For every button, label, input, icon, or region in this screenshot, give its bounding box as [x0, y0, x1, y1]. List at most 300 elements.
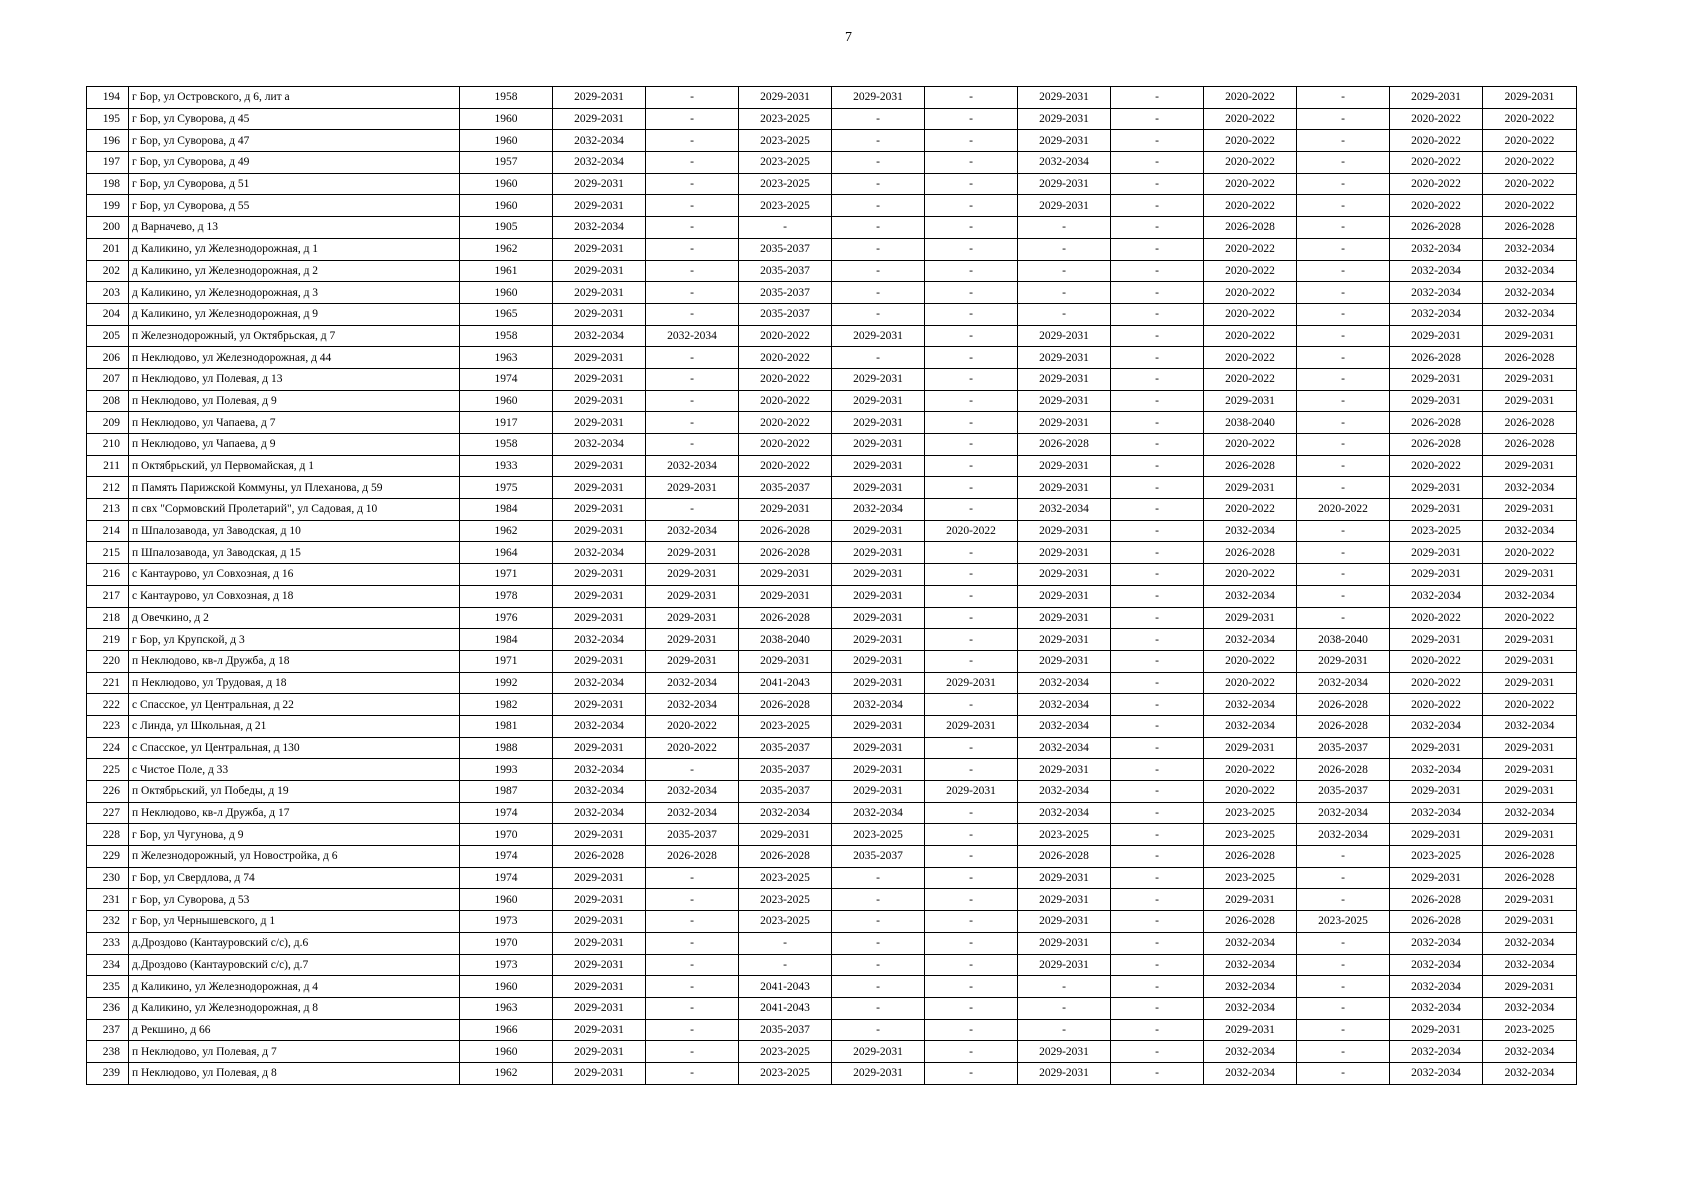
cell-period-2: - — [646, 434, 739, 456]
cell-period-4: - — [832, 282, 925, 304]
cell-period-11: 2020-2022 — [1483, 694, 1577, 716]
cell-period-6: 2032-2034 — [1018, 715, 1111, 737]
cell-row-number: 225 — [87, 759, 129, 781]
cell-period-7: - — [1111, 889, 1204, 911]
cell-period-10: 2032-2034 — [1390, 1041, 1483, 1063]
cell-period-10: 2029-2031 — [1390, 1019, 1483, 1041]
cell-period-11: 2029-2031 — [1483, 650, 1577, 672]
cell-row-number: 215 — [87, 542, 129, 564]
cell-period-1: 2032-2034 — [553, 715, 646, 737]
cell-period-1: 2029-2031 — [553, 650, 646, 672]
cell-period-5: - — [925, 173, 1018, 195]
cell-row-number: 210 — [87, 434, 129, 456]
cell-period-4: 2032-2034 — [832, 694, 925, 716]
cell-period-1: 2029-2031 — [553, 455, 646, 477]
cell-row-number: 212 — [87, 477, 129, 499]
cell-period-5: - — [925, 585, 1018, 607]
cell-period-9: 2020-2022 — [1297, 499, 1390, 521]
cell-period-7: - — [1111, 824, 1204, 846]
cell-period-7: - — [1111, 715, 1204, 737]
cell-row-number: 211 — [87, 455, 129, 477]
cell-period-5: - — [925, 368, 1018, 390]
cell-period-3: 2029-2031 — [739, 585, 832, 607]
cell-period-7: - — [1111, 954, 1204, 976]
cell-period-6: - — [1018, 1019, 1111, 1041]
cell-period-10: 2032-2034 — [1390, 997, 1483, 1019]
cell-period-5: - — [925, 130, 1018, 152]
cell-period-2: 2032-2034 — [646, 325, 739, 347]
cell-period-10: 2029-2031 — [1390, 542, 1483, 564]
cell-year-built: 1960 — [460, 108, 553, 130]
cell-period-7: - — [1111, 390, 1204, 412]
cell-period-8: 2026-2028 — [1204, 542, 1297, 564]
cell-period-11: 2029-2031 — [1483, 759, 1577, 781]
table-row — [87, 368, 1577, 390]
cell-period-2: - — [646, 932, 739, 954]
cell-period-8: 2029-2031 — [1204, 607, 1297, 629]
cell-period-10: 2029-2031 — [1390, 781, 1483, 803]
cell-period-9: - — [1297, 108, 1390, 130]
cell-period-3: 2023-2025 — [739, 130, 832, 152]
cell-period-6: 2029-2031 — [1018, 87, 1111, 109]
cell-period-11: 2020-2022 — [1483, 195, 1577, 217]
cell-period-10: 2026-2028 — [1390, 347, 1483, 369]
cell-period-8: 2023-2025 — [1204, 867, 1297, 889]
cell-period-8: 2020-2022 — [1204, 759, 1297, 781]
cell-period-9: 2026-2028 — [1297, 759, 1390, 781]
cell-period-8: 2026-2028 — [1204, 911, 1297, 933]
cell-period-5: - — [925, 737, 1018, 759]
cell-period-5: - — [925, 954, 1018, 976]
cell-period-11: 2029-2031 — [1483, 629, 1577, 651]
cell-year-built: 1961 — [460, 260, 553, 282]
cell-period-8: 2032-2034 — [1204, 997, 1297, 1019]
cell-period-7: - — [1111, 650, 1204, 672]
cell-period-9: 2032-2034 — [1297, 802, 1390, 824]
cell-row-number: 205 — [87, 325, 129, 347]
cell-row-number: 197 — [87, 152, 129, 174]
cell-period-2: 2026-2028 — [646, 846, 739, 868]
cell-period-11: 2026-2028 — [1483, 217, 1577, 239]
cell-period-5: - — [925, 976, 1018, 998]
cell-row-number: 224 — [87, 737, 129, 759]
cell-period-1: 2032-2034 — [553, 130, 646, 152]
cell-period-8: 2020-2022 — [1204, 303, 1297, 325]
cell-period-6: 2029-2031 — [1018, 325, 1111, 347]
cell-period-5: - — [925, 650, 1018, 672]
cell-period-8: 2032-2034 — [1204, 954, 1297, 976]
cell-period-2: - — [646, 238, 739, 260]
table-row — [87, 867, 1577, 889]
cell-address: п Неклюдово, ул Чапаева, д 9 — [129, 434, 460, 456]
cell-period-10: 2029-2031 — [1390, 824, 1483, 846]
cell-period-1: 2029-2031 — [553, 520, 646, 542]
cell-period-1: 2029-2031 — [553, 585, 646, 607]
cell-period-7: - — [1111, 87, 1204, 109]
cell-period-10: 2032-2034 — [1390, 1062, 1483, 1084]
cell-period-4: 2029-2031 — [832, 87, 925, 109]
cell-period-5: - — [925, 911, 1018, 933]
cell-period-6: 2029-2031 — [1018, 173, 1111, 195]
cell-period-11: 2032-2034 — [1483, 954, 1577, 976]
cell-period-2: - — [646, 412, 739, 434]
page-number: 7 — [845, 30, 852, 45]
cell-period-2: - — [646, 499, 739, 521]
cell-period-11: 2032-2034 — [1483, 932, 1577, 954]
cell-period-11: 2026-2028 — [1483, 412, 1577, 434]
table-row — [87, 520, 1577, 542]
cell-address: г Бор, ул Суворова, д 53 — [129, 889, 460, 911]
cell-year-built: 1933 — [460, 455, 553, 477]
cell-period-11: 2032-2034 — [1483, 802, 1577, 824]
cell-period-3: 2035-2037 — [739, 238, 832, 260]
cell-address: д.Дроздово (Кантауровский с/с), д.6 — [129, 932, 460, 954]
table-row — [87, 455, 1577, 477]
cell-year-built: 1970 — [460, 932, 553, 954]
table-row — [87, 499, 1577, 521]
cell-row-number: 239 — [87, 1062, 129, 1084]
table-row — [87, 325, 1577, 347]
cell-address: п Неклюдово, ул Чапаева, д 7 — [129, 412, 460, 434]
cell-period-4: 2029-2031 — [832, 629, 925, 651]
cell-period-7: - — [1111, 455, 1204, 477]
cell-period-6: 2029-2031 — [1018, 390, 1111, 412]
cell-period-11: 2029-2031 — [1483, 455, 1577, 477]
cell-period-8: 2020-2022 — [1204, 434, 1297, 456]
cell-address: г Бор, ул Свердлова, д 74 — [129, 867, 460, 889]
cell-row-number: 235 — [87, 976, 129, 998]
cell-period-4: - — [832, 911, 925, 933]
cell-period-5: - — [925, 238, 1018, 260]
cell-period-5: - — [925, 867, 1018, 889]
cell-address: п Шпалозавода, ул Заводская, д 10 — [129, 520, 460, 542]
cell-address: г Бор, ул Суворова, д 55 — [129, 195, 460, 217]
cell-address: п Неклюдово, ул Железнодорожная, д 44 — [129, 347, 460, 369]
cell-period-2: 2035-2037 — [646, 824, 739, 846]
cell-period-11: 2020-2022 — [1483, 152, 1577, 174]
cell-period-1: 2029-2031 — [553, 477, 646, 499]
cell-year-built: 1905 — [460, 217, 553, 239]
cell-period-2: - — [646, 368, 739, 390]
cell-period-2: 2029-2031 — [646, 542, 739, 564]
cell-period-10: 2032-2034 — [1390, 282, 1483, 304]
cell-period-10: 2020-2022 — [1390, 694, 1483, 716]
cell-period-2: 2029-2031 — [646, 607, 739, 629]
table-row — [87, 564, 1577, 586]
cell-period-1: 2032-2034 — [553, 152, 646, 174]
cell-period-1: 2029-2031 — [553, 303, 646, 325]
cell-address: п свх "Сормовский Пролетарий", ул Садовая, д 10 — [129, 499, 460, 521]
cell-period-3: 2020-2022 — [739, 434, 832, 456]
cell-period-11: 2026-2028 — [1483, 846, 1577, 868]
cell-period-7: - — [1111, 520, 1204, 542]
cell-period-9: - — [1297, 542, 1390, 564]
cell-period-5: - — [925, 542, 1018, 564]
cell-period-8: 2020-2022 — [1204, 152, 1297, 174]
cell-period-3: 2020-2022 — [739, 325, 832, 347]
cell-period-2: - — [646, 1041, 739, 1063]
cell-period-3: 2038-2040 — [739, 629, 832, 651]
cell-year-built: 1987 — [460, 781, 553, 803]
cell-address: г Бор, ул Чугунова, д 9 — [129, 824, 460, 846]
cell-period-2: - — [646, 303, 739, 325]
table-row — [87, 824, 1577, 846]
cell-period-4: - — [832, 260, 925, 282]
cell-period-11: 2020-2022 — [1483, 173, 1577, 195]
cell-period-8: 2020-2022 — [1204, 368, 1297, 390]
cell-period-1: 2029-2031 — [553, 499, 646, 521]
cell-address: п Память Парижской Коммуны, ул Плеханова, д 59 — [129, 477, 460, 499]
cell-period-9: 2029-2031 — [1297, 650, 1390, 672]
cell-period-10: 2029-2031 — [1390, 325, 1483, 347]
cell-year-built: 1963 — [460, 997, 553, 1019]
table-row — [87, 217, 1577, 239]
cell-period-4: 2035-2037 — [832, 846, 925, 868]
cell-period-8: 2020-2022 — [1204, 238, 1297, 260]
cell-year-built: 1984 — [460, 499, 553, 521]
cell-period-3: 2041-2043 — [739, 976, 832, 998]
cell-period-4: 2029-2031 — [832, 650, 925, 672]
cell-period-11: 2026-2028 — [1483, 347, 1577, 369]
cell-year-built: 1962 — [460, 1062, 553, 1084]
cell-address: д Рекшино, д 66 — [129, 1019, 460, 1041]
cell-period-6: 2029-2031 — [1018, 195, 1111, 217]
table-row — [87, 390, 1577, 412]
cell-period-1: 2032-2034 — [553, 434, 646, 456]
cell-period-6: 2029-2031 — [1018, 520, 1111, 542]
cell-period-6: 2029-2031 — [1018, 759, 1111, 781]
cell-period-3: 2020-2022 — [739, 347, 832, 369]
cell-period-10: 2032-2034 — [1390, 715, 1483, 737]
cell-period-4: 2032-2034 — [832, 499, 925, 521]
cell-period-10: 2020-2022 — [1390, 152, 1483, 174]
cell-period-7: - — [1111, 108, 1204, 130]
table-row — [87, 650, 1577, 672]
cell-address: п Неклюдово, ул Трудовая, д 18 — [129, 672, 460, 694]
cell-period-11: 2020-2022 — [1483, 542, 1577, 564]
cell-period-8: 2020-2022 — [1204, 87, 1297, 109]
cell-period-3: 2023-2025 — [739, 1062, 832, 1084]
table-row — [87, 238, 1577, 260]
cell-period-6: 2032-2034 — [1018, 152, 1111, 174]
cell-period-10: 2032-2034 — [1390, 759, 1483, 781]
cell-address: с Спасское, ул Центральная, д 130 — [129, 737, 460, 759]
cell-period-8: 2026-2028 — [1204, 846, 1297, 868]
cell-period-10: 2029-2031 — [1390, 737, 1483, 759]
cell-period-2: - — [646, 87, 739, 109]
cell-period-6: 2029-2031 — [1018, 867, 1111, 889]
cell-period-7: - — [1111, 781, 1204, 803]
cell-period-5: - — [925, 87, 1018, 109]
cell-address: г Бор, ул Суворова, д 49 — [129, 152, 460, 174]
cell-period-6: 2026-2028 — [1018, 846, 1111, 868]
cell-period-9: - — [1297, 1019, 1390, 1041]
cell-period-11: 2032-2034 — [1483, 520, 1577, 542]
cell-row-number: 194 — [87, 87, 129, 109]
cell-period-4: - — [832, 303, 925, 325]
cell-period-11: 2032-2034 — [1483, 260, 1577, 282]
cell-address: с Линда, ул Школьная, д 21 — [129, 715, 460, 737]
cell-period-5: - — [925, 607, 1018, 629]
cell-address: п Железнодорожный, ул Октябрьская, д 7 — [129, 325, 460, 347]
cell-period-5: - — [925, 564, 1018, 586]
cell-period-5: - — [925, 217, 1018, 239]
cell-period-2: - — [646, 1062, 739, 1084]
cell-period-3: 2035-2037 — [739, 282, 832, 304]
cell-period-3: 2029-2031 — [739, 87, 832, 109]
cell-period-2: 2032-2034 — [646, 781, 739, 803]
table-row — [87, 260, 1577, 282]
cell-period-2: - — [646, 390, 739, 412]
table-row — [87, 954, 1577, 976]
cell-period-4: - — [832, 932, 925, 954]
cell-period-3: 2035-2037 — [739, 737, 832, 759]
cell-period-7: - — [1111, 1041, 1204, 1063]
cell-year-built: 1960 — [460, 390, 553, 412]
cell-period-2: - — [646, 759, 739, 781]
table-row — [87, 542, 1577, 564]
cell-period-10: 2029-2031 — [1390, 499, 1483, 521]
cell-address: с Чистое Поле, д 33 — [129, 759, 460, 781]
cell-period-6: 2029-2031 — [1018, 650, 1111, 672]
cell-row-number: 230 — [87, 867, 129, 889]
cell-period-11: 2029-2031 — [1483, 976, 1577, 998]
cell-period-2: 2032-2034 — [646, 520, 739, 542]
cell-period-8: 2020-2022 — [1204, 347, 1297, 369]
cell-period-9: - — [1297, 477, 1390, 499]
cell-period-4: - — [832, 1019, 925, 1041]
cell-period-7: - — [1111, 867, 1204, 889]
cell-period-5: - — [925, 824, 1018, 846]
cell-period-9: - — [1297, 282, 1390, 304]
cell-period-7: - — [1111, 564, 1204, 586]
cell-period-2: - — [646, 173, 739, 195]
cell-period-5: - — [925, 802, 1018, 824]
cell-row-number: 228 — [87, 824, 129, 846]
table-row — [87, 846, 1577, 868]
table-row — [87, 607, 1577, 629]
cell-period-3: 2035-2037 — [739, 1019, 832, 1041]
cell-period-9: - — [1297, 130, 1390, 152]
cell-period-11: 2026-2028 — [1483, 867, 1577, 889]
housing-repair-schedule-table — [86, 86, 1577, 1085]
cell-row-number: 204 — [87, 303, 129, 325]
cell-address: д Каликино, ул Железнодорожная, д 8 — [129, 997, 460, 1019]
table-row — [87, 1062, 1577, 1084]
cell-period-11: 2029-2031 — [1483, 824, 1577, 846]
cell-period-9: - — [1297, 347, 1390, 369]
cell-period-9: - — [1297, 217, 1390, 239]
cell-period-9: - — [1297, 455, 1390, 477]
table-row — [87, 715, 1577, 737]
cell-row-number: 229 — [87, 846, 129, 868]
cell-address: с Кантаурово, ул Совхозная, д 18 — [129, 585, 460, 607]
cell-period-7: - — [1111, 282, 1204, 304]
table-row — [87, 195, 1577, 217]
cell-period-6: 2029-2031 — [1018, 368, 1111, 390]
cell-year-built: 1958 — [460, 325, 553, 347]
cell-period-7: - — [1111, 1019, 1204, 1041]
cell-period-7: - — [1111, 846, 1204, 868]
table-row — [87, 303, 1577, 325]
cell-period-11: 2029-2031 — [1483, 889, 1577, 911]
cell-row-number: 208 — [87, 390, 129, 412]
cell-row-number: 195 — [87, 108, 129, 130]
cell-address: п Октябрьский, ул Первомайская, д 1 — [129, 455, 460, 477]
cell-period-4: 2029-2031 — [832, 585, 925, 607]
cell-period-8: 2020-2022 — [1204, 325, 1297, 347]
cell-row-number: 219 — [87, 629, 129, 651]
cell-period-8: 2029-2031 — [1204, 737, 1297, 759]
cell-period-1: 2029-2031 — [553, 564, 646, 586]
cell-period-11: 2029-2031 — [1483, 390, 1577, 412]
cell-period-8: 2023-2025 — [1204, 802, 1297, 824]
cell-period-1: 2029-2031 — [553, 238, 646, 260]
cell-period-4: 2029-2031 — [832, 455, 925, 477]
cell-period-4: - — [832, 130, 925, 152]
cell-period-8: 2020-2022 — [1204, 564, 1297, 586]
cell-period-5: - — [925, 195, 1018, 217]
cell-year-built: 1975 — [460, 477, 553, 499]
cell-row-number: 207 — [87, 368, 129, 390]
cell-period-11: 2029-2031 — [1483, 672, 1577, 694]
cell-period-4: 2029-2031 — [832, 434, 925, 456]
cell-period-10: 2020-2022 — [1390, 455, 1483, 477]
cell-year-built: 1973 — [460, 954, 553, 976]
cell-year-built: 1978 — [460, 585, 553, 607]
table-row — [87, 477, 1577, 499]
cell-period-4: - — [832, 997, 925, 1019]
cell-period-8: 2020-2022 — [1204, 499, 1297, 521]
cell-period-11: 2023-2025 — [1483, 1019, 1577, 1041]
cell-period-11: 2026-2028 — [1483, 434, 1577, 456]
cell-period-2: - — [646, 130, 739, 152]
cell-period-4: 2029-2031 — [832, 759, 925, 781]
cell-row-number: 233 — [87, 932, 129, 954]
cell-period-7: - — [1111, 607, 1204, 629]
cell-period-4: 2029-2031 — [832, 477, 925, 499]
cell-row-number: 199 — [87, 195, 129, 217]
cell-address: д Варначево, д 13 — [129, 217, 460, 239]
cell-period-1: 2032-2034 — [553, 781, 646, 803]
cell-period-9: - — [1297, 932, 1390, 954]
cell-period-5: - — [925, 260, 1018, 282]
cell-period-3: - — [739, 932, 832, 954]
cell-period-9: - — [1297, 954, 1390, 976]
cell-period-10: 2026-2028 — [1390, 889, 1483, 911]
cell-period-6: 2029-2031 — [1018, 564, 1111, 586]
cell-period-8: 2032-2034 — [1204, 520, 1297, 542]
cell-period-4: 2029-2031 — [832, 325, 925, 347]
cell-period-8: 2026-2028 — [1204, 217, 1297, 239]
cell-period-2: - — [646, 889, 739, 911]
cell-period-4: - — [832, 954, 925, 976]
table-row — [87, 412, 1577, 434]
cell-period-1: 2029-2031 — [553, 1062, 646, 1084]
cell-period-6: - — [1018, 217, 1111, 239]
cell-period-10: 2023-2025 — [1390, 520, 1483, 542]
cell-period-9: - — [1297, 412, 1390, 434]
cell-row-number: 202 — [87, 260, 129, 282]
cell-period-6: 2032-2034 — [1018, 499, 1111, 521]
cell-period-3: 2035-2037 — [739, 477, 832, 499]
cell-period-10: 2026-2028 — [1390, 911, 1483, 933]
cell-period-8: 2020-2022 — [1204, 781, 1297, 803]
table-row — [87, 802, 1577, 824]
cell-row-number: 214 — [87, 520, 129, 542]
cell-address: г Бор, ул Суворова, д 45 — [129, 108, 460, 130]
cell-year-built: 1960 — [460, 130, 553, 152]
